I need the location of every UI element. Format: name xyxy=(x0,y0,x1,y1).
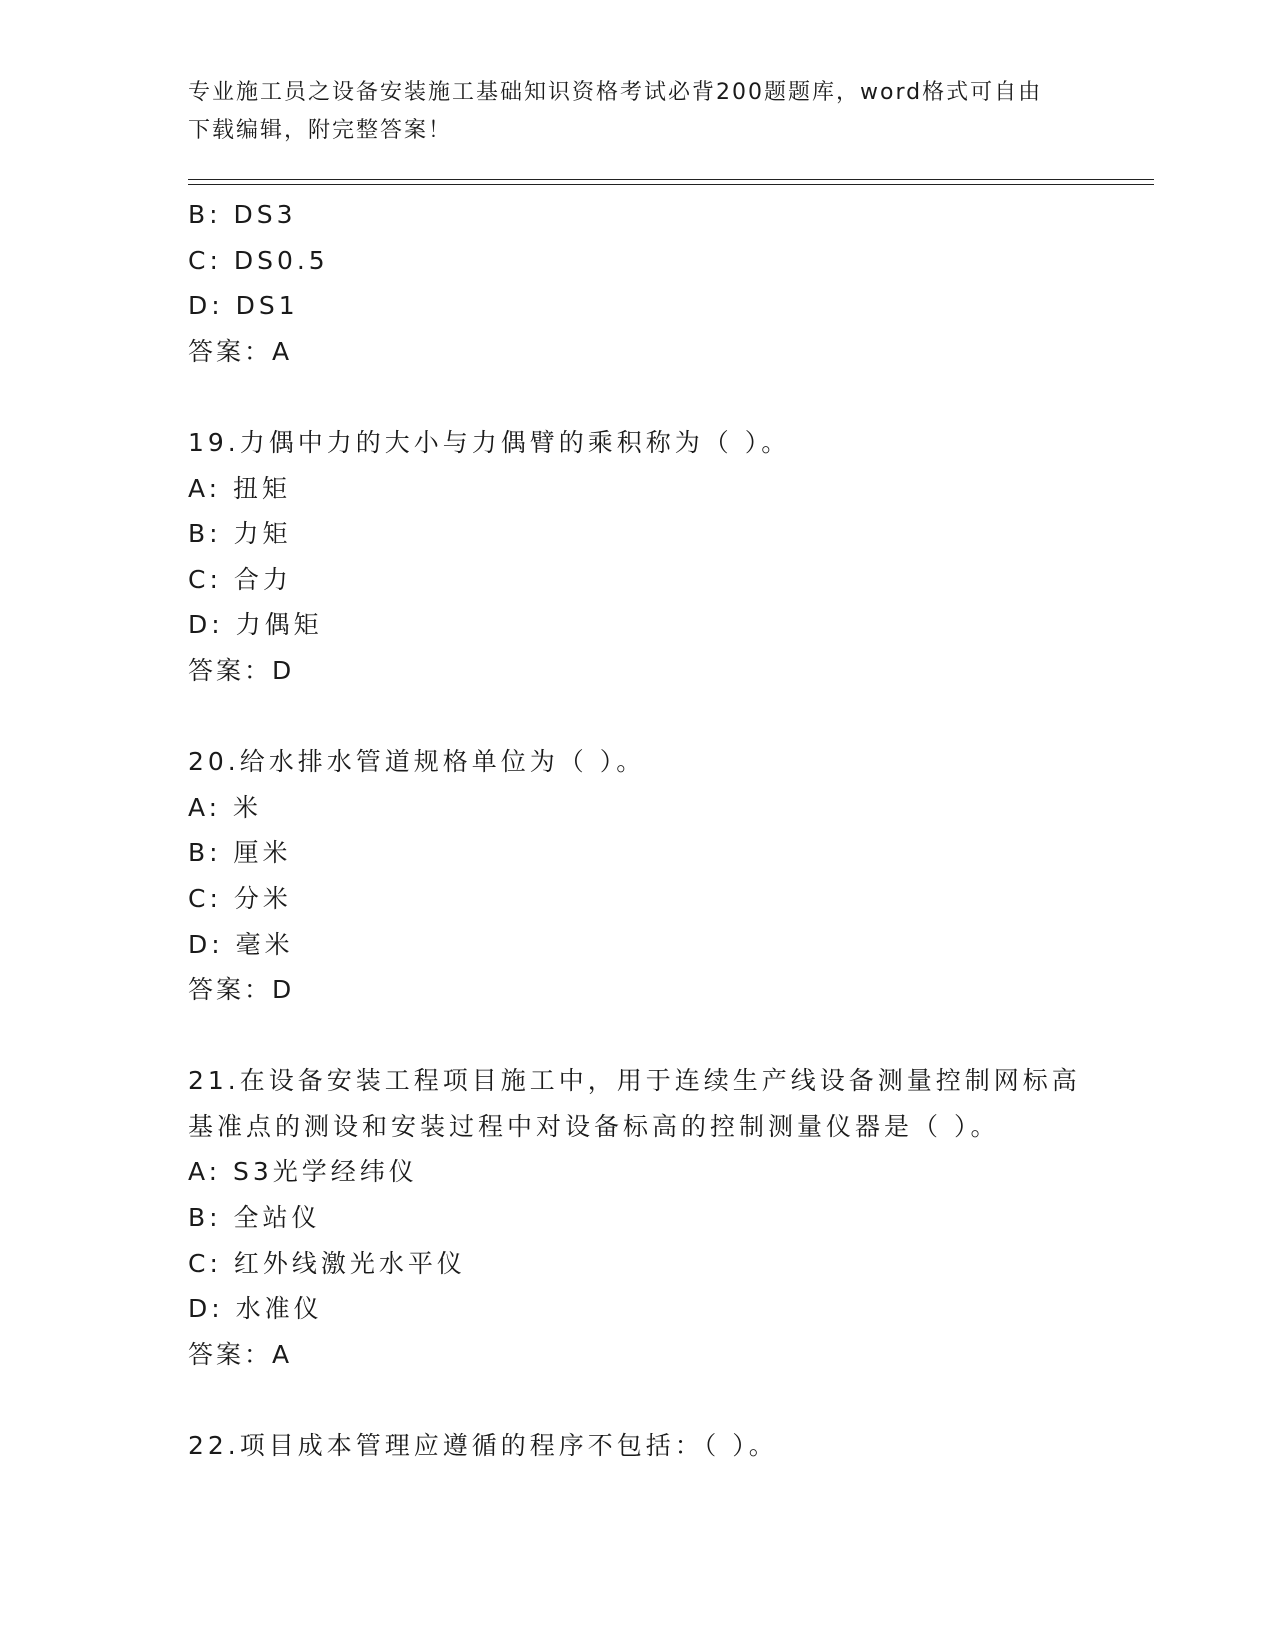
block-spacer xyxy=(188,694,1118,740)
question-block xyxy=(188,192,1118,374)
question-text: 20.给水排水管道规格单位为（ ）。 xyxy=(188,747,646,777)
block-spacer xyxy=(188,1013,1118,1059)
block-spacer xyxy=(188,374,1118,420)
option-b: B: 厘米 xyxy=(188,838,292,868)
header-divider-bottom xyxy=(188,184,1154,185)
question-block xyxy=(188,420,1118,694)
question-block xyxy=(188,1423,1118,1469)
question-block xyxy=(188,739,1118,1013)
question-text-line-2: 基准点的测设和安装过程中对设备标高的控制测量仪器是（ ）。 xyxy=(188,1111,1000,1141)
header-divider-top xyxy=(188,179,1154,180)
question-block xyxy=(188,1058,1118,1377)
block-spacer xyxy=(188,1377,1118,1423)
header-line-2: 下载编辑，附完整答案！ xyxy=(188,118,453,143)
question-text: 22.项目成本管理应遵循的程序不包括：（ ）。 xyxy=(188,1431,778,1461)
option-a: A: S3光学经纬仪 xyxy=(188,1157,418,1187)
option-c: C: 分米 xyxy=(188,883,292,913)
option-c: C: 合力 xyxy=(188,564,292,594)
answer-line: 答案：A xyxy=(188,1339,293,1369)
option-a: A: 米 xyxy=(188,792,263,822)
option-d: D: 水准仪 xyxy=(188,1294,323,1324)
question-text-line-1: 21.在设备安装工程项目施工中，用于连续生产线设备测量控制网标高 xyxy=(188,1066,1081,1096)
option-b: B: DS3 xyxy=(188,200,297,229)
option-b: B: 力矩 xyxy=(188,519,292,549)
answer-line: 答案：D xyxy=(188,655,295,685)
question-list xyxy=(188,192,1118,1469)
document-header xyxy=(188,74,1068,150)
option-c: C: DS0.5 xyxy=(188,245,329,275)
answer-line: 答案：A xyxy=(188,336,293,366)
option-d: D: DS1 xyxy=(188,291,299,321)
option-c: C: 红外线激光水平仪 xyxy=(188,1248,466,1278)
answer-line: 答案：D xyxy=(188,975,295,1005)
option-d: D: 力偶矩 xyxy=(188,610,323,640)
header-line-1: 专业施工员之设备安装施工基础知识资格考试必背200题题库，word格式可自由 xyxy=(188,80,1043,105)
option-b: B: 全站仪 xyxy=(188,1203,321,1233)
question-text: 19.力偶中力的大小与力偶臂的乘积称为（ ）。 xyxy=(188,427,791,457)
option-a: A: 扭矩 xyxy=(188,473,292,503)
option-d: D: 毫米 xyxy=(188,929,294,959)
